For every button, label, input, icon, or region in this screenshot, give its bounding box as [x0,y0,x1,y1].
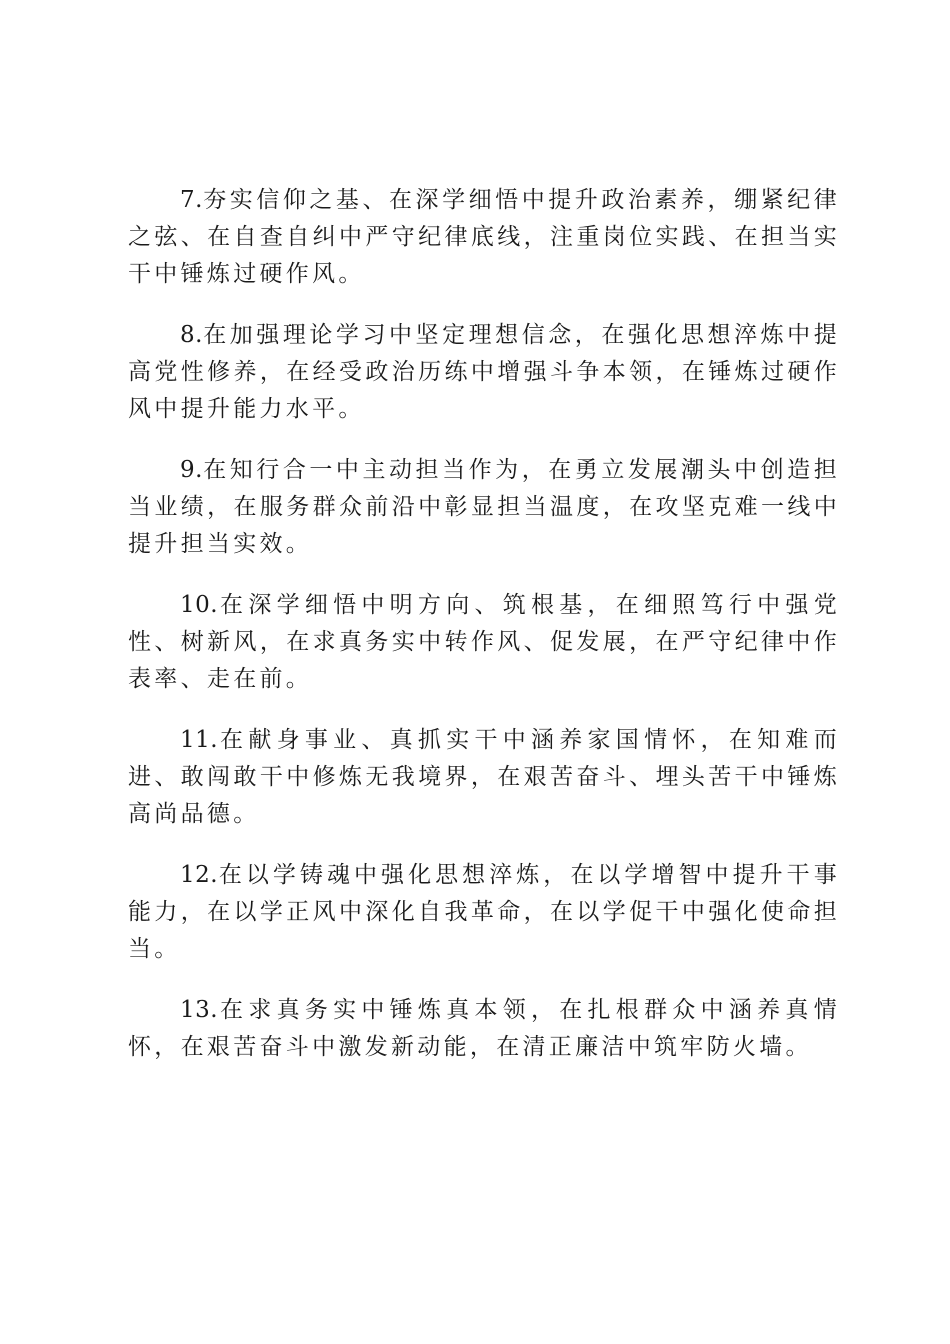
paragraph-text: 在以学铸魂中强化思想淬炼，在以学增智中提升干事能力，在以学正风中深化自我革命，在以学促干中强化使命担当。 [128,862,840,962]
paragraph-text: 在求真务实中锤炼真本领，在扎根群众中涵养真情怀，在艰苦奋斗中激发新动能，在清正廉洁中筑牢防火墙。 [128,997,840,1060]
paragraph-10 [128,587,840,698]
paragraph-text: 夯实信仰之基、在深学细悟中提升政治素养，绷紧纪律之弦、在自查自纠中严守纪律底线，注重岗位实践、在担当实干中锤炼过硬作风。 [128,187,840,287]
paragraph-number: 13. [180,997,219,1023]
paragraph-number: 10. [180,592,219,618]
paragraph-text: 在加强理论学习中坚定理想信念，在强化思想淬炼中提高党性修养，在经受政治历练中增强斗争本领，在锤炼过硬作风中提升能力水平。 [128,322,840,422]
paragraph-number: 7. [180,187,203,213]
paragraph-8 [128,317,840,428]
paragraph-12 [128,857,840,968]
paragraph-13 [128,992,840,1066]
paragraph-11 [128,722,840,833]
paragraph-text: 在知行合一中主动担当作为，在勇立发展潮头中创造担当业绩，在服务群众前沿中彰显担当温度，在攻坚克难一线中提升担当实效。 [128,457,840,557]
paragraph-text: 在深学细悟中明方向、筑根基，在细照笃行中强党性、树新风，在求真务实中转作风、促发展，在严守纪律中作表率、走在前。 [128,592,840,692]
paragraph-7 [128,182,840,293]
paragraph-number: 12. [180,862,219,888]
document-body [128,182,840,1066]
paragraph-text: 在献身事业、真抓实干中涵养家国情怀，在知难而进、敢闯敢干中修炼无我境界，在艰苦奋斗、埋头苦干中锤炼高尚品德。 [128,727,840,827]
paragraph-number: 8. [180,322,203,348]
paragraph-9 [128,452,840,563]
paragraph-number: 9. [180,457,203,483]
paragraph-number: 11. [180,727,219,753]
